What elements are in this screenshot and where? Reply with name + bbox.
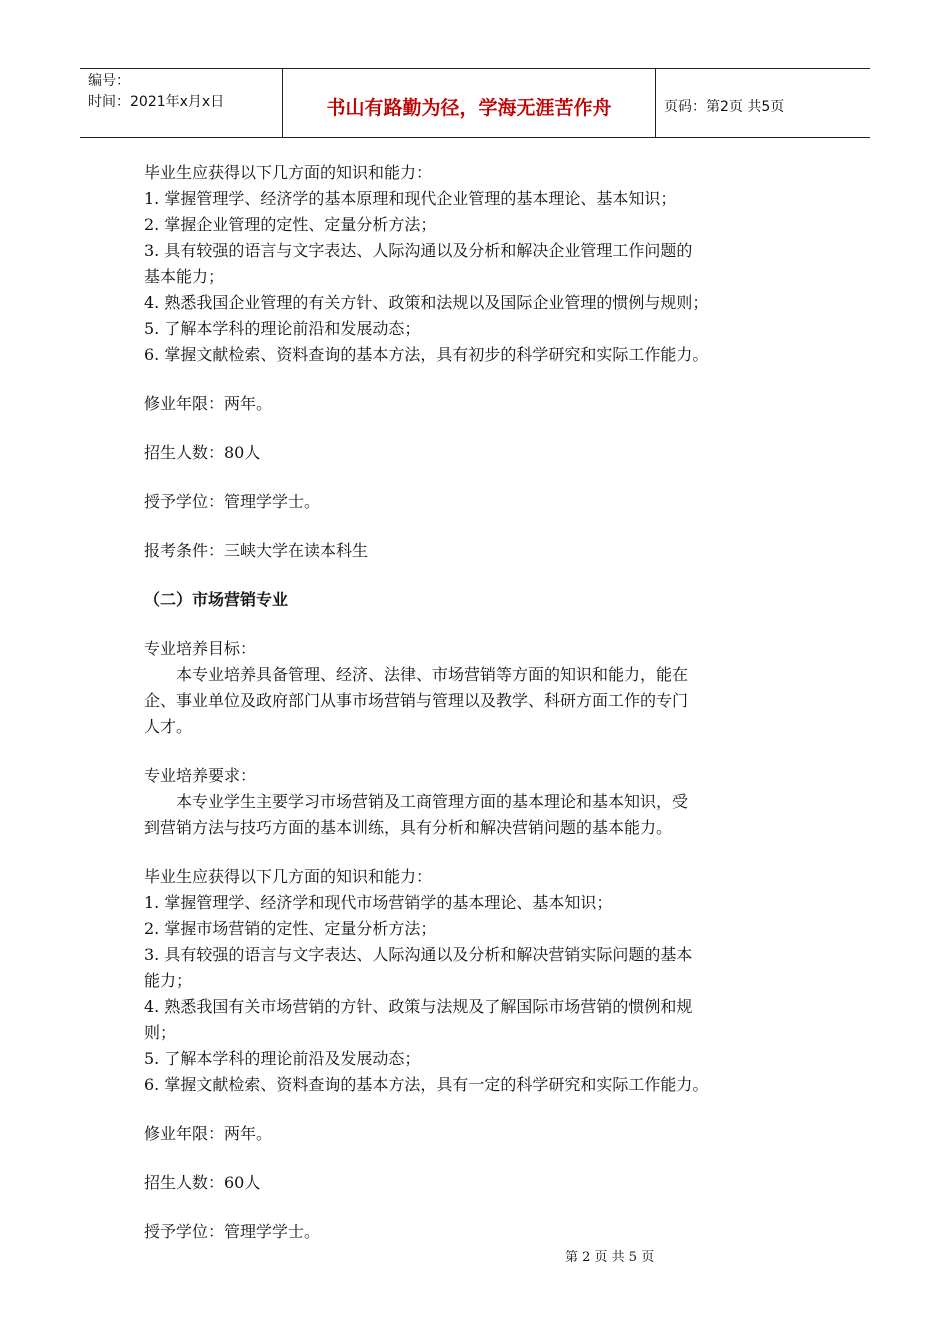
- document-number-label: 编号：: [88, 73, 130, 89]
- enrollment-count: 招生人数：60人: [144, 1173, 261, 1192]
- header-left: [80, 69, 282, 137]
- eligibility: 报考条件：三峡大学在读本科生: [144, 541, 369, 560]
- enrollment-count: 招生人数：80人: [144, 443, 261, 462]
- ability-item: 1. 掌握管理学、经济学和现代市场营销学的基本理论、基本知识；: [144, 893, 613, 912]
- ability-item: 2. 掌握企业管理的定性、定量分析方法；: [144, 215, 437, 234]
- requirement-label: 专业培养要求：: [144, 766, 257, 785]
- ability-item: 6. 掌握文献检索、资料查询的基本方法，具有一定的科学研究和实际工作能力。: [144, 1075, 709, 1094]
- study-duration: 修业年限：两年。: [144, 394, 273, 413]
- requirement-text: 本专业学生主要学习市场营销及工商管理方面的基本理论和基本知识，受: [176, 792, 689, 811]
- ability-item: 5. 了解本学科的理论前沿和发展动态；: [144, 319, 421, 338]
- header-motto: 书山有路勤为径，学海无涯苦作舟: [282, 69, 656, 137]
- degree-awarded: 授予学位：管理学学士。: [144, 1222, 321, 1241]
- ability-item: 能力；: [144, 971, 193, 990]
- ability-item: 4. 熟悉我国企业管理的有关方针、政策和法规以及国际企业管理的惯例与规则；: [144, 293, 709, 312]
- goal-text: 本专业培养具备管理、经济、法律、市场营销等方面的知识和能力，能在: [176, 665, 689, 684]
- ability-item: 3. 具有较强的语言与文字表达、人际沟通以及分析和解决企业管理工作问题的: [144, 241, 693, 260]
- ability-item: 1. 掌握管理学、经济学的基本原理和现代企业管理的基本理论、基本知识；: [144, 189, 677, 208]
- goal-text: 人才。: [144, 717, 193, 736]
- page-header: [80, 68, 870, 138]
- document-body: [144, 160, 824, 1245]
- study-duration: 修业年限：两年。: [144, 1124, 273, 1143]
- header-page-number: 页码：第2页 共5页: [664, 99, 785, 115]
- section-heading: （二）市场营销专业: [144, 590, 289, 609]
- ability-item: 3. 具有较强的语言与文字表达、人际沟通以及分析和解决营销实际问题的基本: [144, 945, 693, 964]
- ability-intro: 毕业生应获得以下几方面的知识和能力：: [144, 867, 433, 886]
- ability-item: 2. 掌握市场营销的定性、定量分析方法；: [144, 919, 437, 938]
- ability-item: 基本能力；: [144, 267, 225, 286]
- degree-awarded: 授予学位：管理学学士。: [144, 492, 321, 511]
- goal-label: 专业培养目标：: [144, 639, 257, 658]
- ability-item: 6. 掌握文献检索、资料查询的基本方法，具有初步的科学研究和实际工作能力。: [144, 345, 709, 364]
- ability-intro: 毕业生应获得以下几方面的知识和能力：: [144, 163, 433, 182]
- goal-text: 企、事业单位及政府部门从事市场营销与管理以及教学、科研方面工作的专门: [144, 691, 689, 710]
- requirement-text: 到营销方法与技巧方面的基本训练，具有分析和解决营销问题的基本能力。: [144, 818, 673, 837]
- ability-item: 则；: [144, 1023, 177, 1042]
- ability-item: 5. 了解本学科的理论前沿及发展动态；: [144, 1049, 421, 1068]
- footer-page-number: 第 2 页 共 5 页: [565, 1250, 655, 1265]
- ability-item: 4. 熟悉我国有关市场营销的方针、政策与法规及了解国际市场营销的惯例和规: [144, 997, 693, 1016]
- document-date: 时间：2021年x月x日: [88, 94, 225, 110]
